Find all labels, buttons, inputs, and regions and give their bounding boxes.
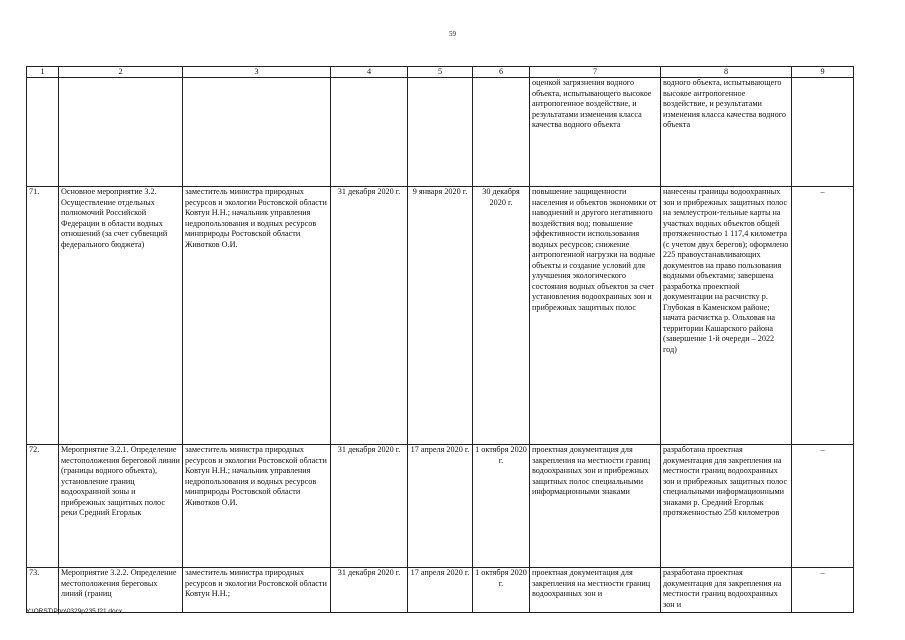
column-header: 4 — [331, 67, 408, 78]
column-header: 1 — [27, 67, 59, 78]
table-row — [27, 445, 854, 568]
actual-end-date: 1 октября 2020 г. — [473, 445, 530, 568]
actual-end-date: 1 октября 2020 г. — [473, 568, 530, 613]
actual-start-date: 9 января 2020 г. — [408, 187, 473, 445]
actual-result: разработана проектная документация для закрепления на местности границ водоохранных зон и — [661, 568, 792, 613]
column-header: 2 — [59, 67, 183, 78]
row-number: 71. — [27, 187, 59, 445]
table-row — [27, 78, 854, 187]
responsible-person: заместитель министра природных ресурсов и экологии Ростовской области Ковтун Н.Н.; — [183, 568, 331, 613]
row-number: 73. — [27, 568, 59, 613]
row-number: 72. — [27, 445, 59, 568]
row-number — [27, 78, 59, 187]
actual-start-date — [408, 78, 473, 187]
actual-start-date: 17 апреля 2020 г. — [408, 445, 473, 568]
column-header: 6 — [473, 67, 530, 78]
note: – — [792, 568, 854, 613]
actual-result: разработана проектная документация для закрепления на местности границ водоохранных зон и прибрежных защитных полос специальными информационными знаками р. Средний Егорлык протяженностью 258 километров — [661, 445, 792, 568]
header-row — [27, 67, 854, 78]
expected-result: повышение защищенности населения и объектов экономики от наводнений и другого негативного воздействия вод; повышение эффективности использования водных ресурсов; снижение антропогенной нагрузки на водные объекты и создание условий для улучшения экологического состояния водных объектов за счет установления водоохранных зон и прибрежных защитных полос — [530, 187, 661, 445]
page-number: 59 — [449, 30, 456, 38]
responsible-person: заместитель министра природных ресурсов и экологии Ростовской области Ковтун Н.Н.; начальник управления недропользования и водных ресурсов минприроды Ростовской области Животков О.И. — [183, 187, 331, 445]
column-header: 8 — [661, 67, 792, 78]
expected-result: проектная документация для закрепления на местности границ водоохранных зон и — [530, 568, 661, 613]
actual-start-date: 17 апреля 2020 г. — [408, 568, 473, 613]
expected-result: проектная документация для закрепления на местности границ водоохранных зон и прибрежных защитных полос специальными информационными знаками — [530, 445, 661, 568]
planned-date: 31 декабря 2020 г. — [331, 187, 408, 445]
measure-name: Основное мероприятие 3.2. Осуществление отдельных полномочий Российской Федерации в области водных отношений (за счет субвенций федерального бюджета) — [59, 187, 183, 445]
note: – — [792, 445, 854, 568]
column-header: 3 — [183, 67, 331, 78]
expected-result: оценкой загрязнения водного объекта, испытывающего высокое антропогенное воздействие, и результатами изменения класса качества водного объекта — [530, 78, 661, 187]
actual-result: водного объекта, испытывающего высокое антропогенное воздействие, и результатами изменения класса качества водного объекта — [661, 78, 792, 187]
actual-end-date — [473, 78, 530, 187]
file-path-footer: Y:\ORST\Ppo\0329p235.f21.docx — [26, 608, 123, 615]
measure-name: Мероприятие 3.2.2. Определение местоположения береговых линий (границ — [59, 568, 183, 613]
planned-date — [331, 78, 408, 187]
column-header: 9 — [792, 67, 854, 78]
column-header: 5 — [408, 67, 473, 78]
planned-date: 31 декабря 2020 г. — [331, 445, 408, 568]
table-row — [27, 568, 854, 613]
actual-end-date: 30 декабря 2020 г. — [473, 187, 530, 445]
note: – — [792, 187, 854, 445]
measure-name: Мероприятие 3.2.1. Определение местоположения береговой линии (границы водного объекта), установление границ водоохранной зоны и прибрежных защитных полос реки Средний Егорлык — [59, 445, 183, 568]
report-table — [26, 66, 854, 613]
actual-result: нанесены границы водоохранных зон и прибрежных защитных полос на землеустрои-тельные карты на участках водных объектов общей протяженностью 1 117,4 километра (с учетом двух берегов); оформлено 225 правоустанавливающих документов на право пользования водными объектами; завершена разработка проектной документации на расчистку р. Глубокая в Каменском районе; начата расчистка р. Ольховая на территории Кашарского района (завершение 1-й очереди – 2022 год) — [661, 187, 792, 445]
table-row — [27, 187, 854, 445]
responsible-person — [183, 78, 331, 187]
responsible-person: заместитель министра природных ресурсов и экологии Ростовской области Ковтун Н.Н.; начальник управления недропользования и водных ресурсов минприроды Ростовской области Животков О.И. — [183, 445, 331, 568]
note — [792, 78, 854, 187]
column-header: 7 — [530, 67, 661, 78]
planned-date: 31 декабря 2020 г. — [331, 568, 408, 613]
measure-name — [59, 78, 183, 187]
